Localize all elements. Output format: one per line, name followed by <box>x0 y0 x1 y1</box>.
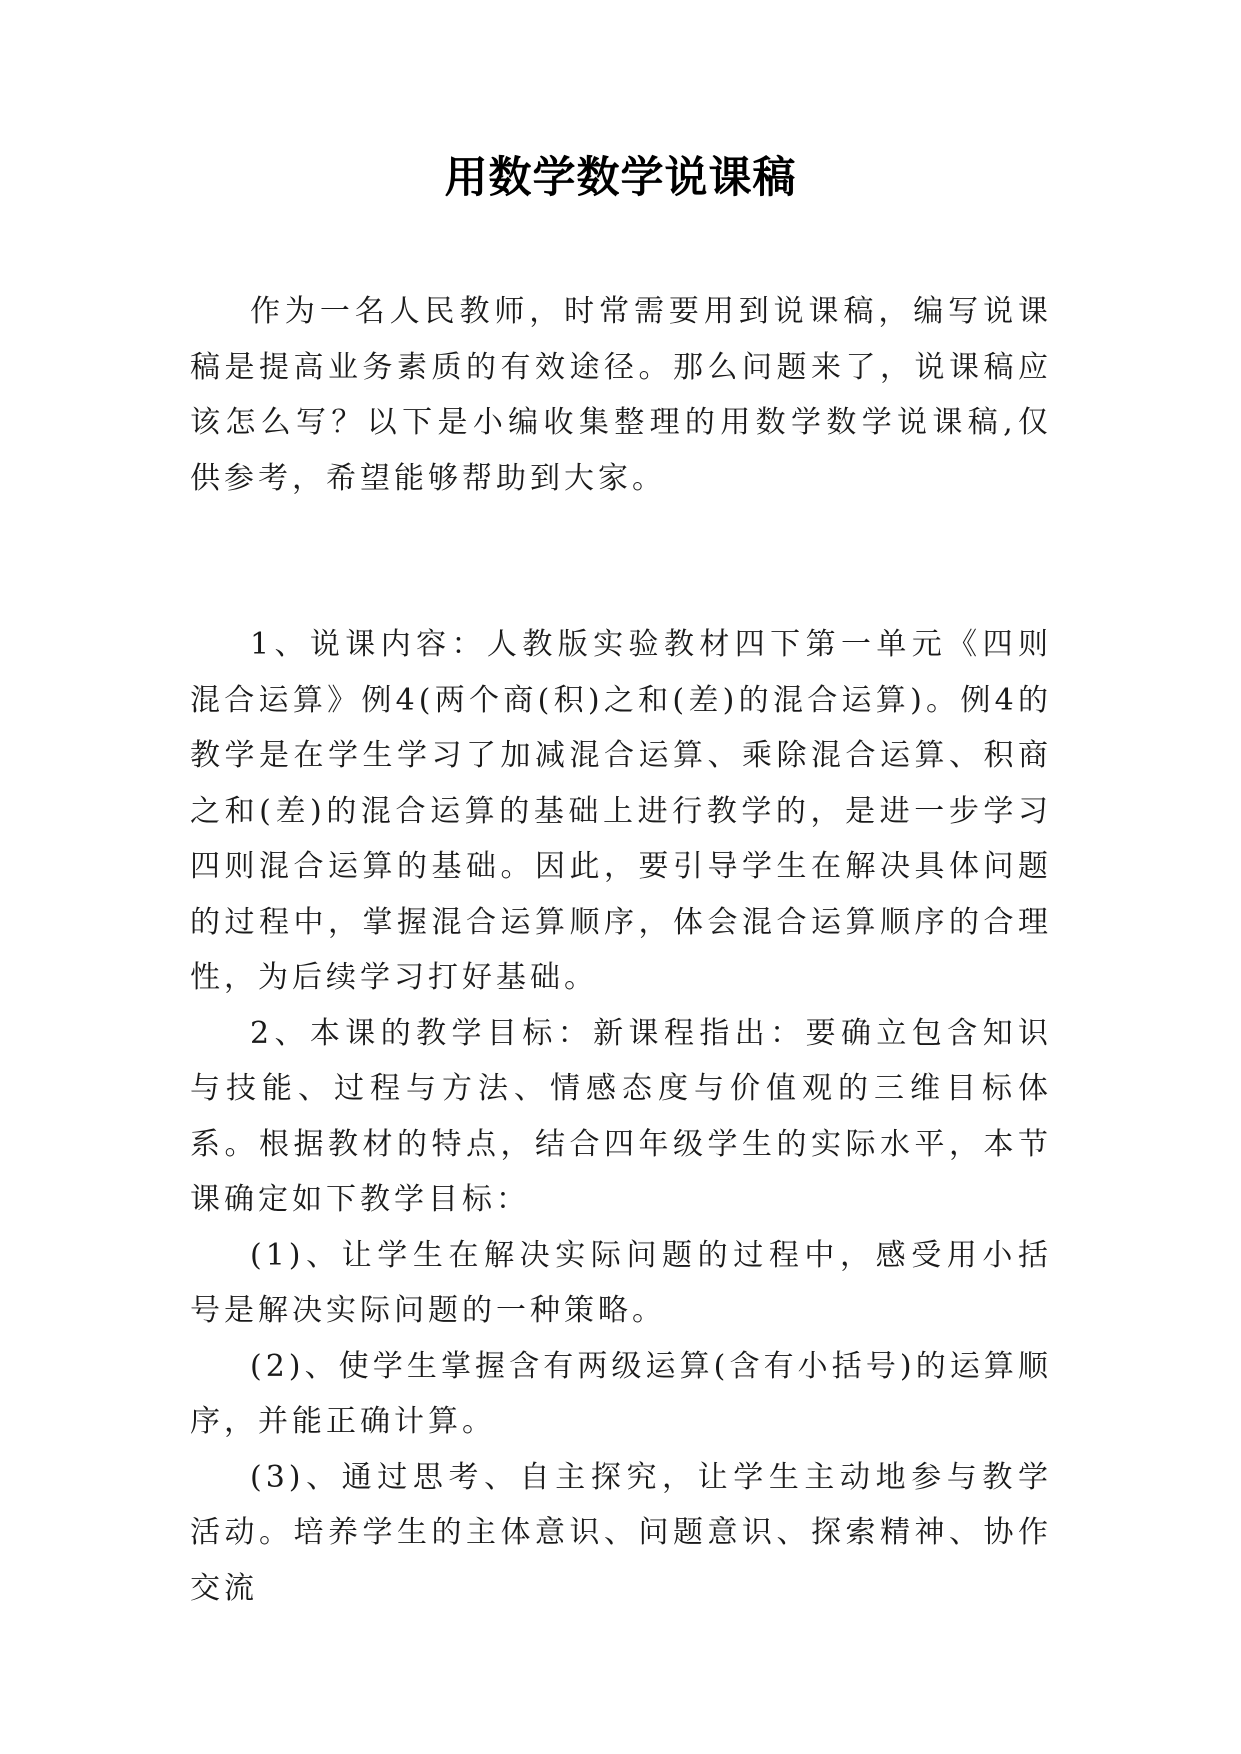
paragraph-gap <box>190 506 1052 617</box>
paragraph-goal-3: (3)、通过思考、自主探究，让学生主动地参与教学活动。培养学生的主体意识、问题意识、探索精神、协作交流 <box>190 1459 1052 1606</box>
intro-paragraph: 作为一名人民教师，时常需要用到说课稿，编写说课稿是提高业务素质的有效途径。那么问题来了，说课稿应该怎么写？以下是小编收集整理的用数学数学说课稿,仅供参考，希望能够帮助到大家。 <box>190 294 1052 496</box>
paragraph-teaching-goals: 2、本课的教学目标：新课程指出：要确立包含知识与技能、过程与方法、情感态度与价值观的三维目标体系。根据教材的特点，结合四年级学生的实际水平，本节课确定如下教学目标： <box>190 1015 1052 1217</box>
paragraph-lesson-content: 1、说课内容：人教版实验教材四下第一单元《四则混合运算》例4(两个商(积)之和(差)的混合运算)。例4的教学是在学生学习了加减混合运算、乘除混合运算、积商之和(差)的混合运算的基础上进行教学的，是进一步学习四则混合运算的基础。因此，要引导学生在解决具体问题的过程中，掌握混合运算顺序，体会混合运算顺序的合理性，为后续学习打好基础。 <box>190 627 1052 995</box>
paragraph-goal-1: (1)、让学生在解决实际问题的过程中，感受用小括号是解决实际问题的一种策略。 <box>190 1237 1052 1328</box>
document-body <box>190 284 1052 1616</box>
paragraph-goal-2: (2)、使学生掌握含有两级运算(含有小括号)的运算顺序，并能正确计算。 <box>190 1348 1052 1439</box>
document-title: 用数学数学说课稿 <box>444 153 797 203</box>
